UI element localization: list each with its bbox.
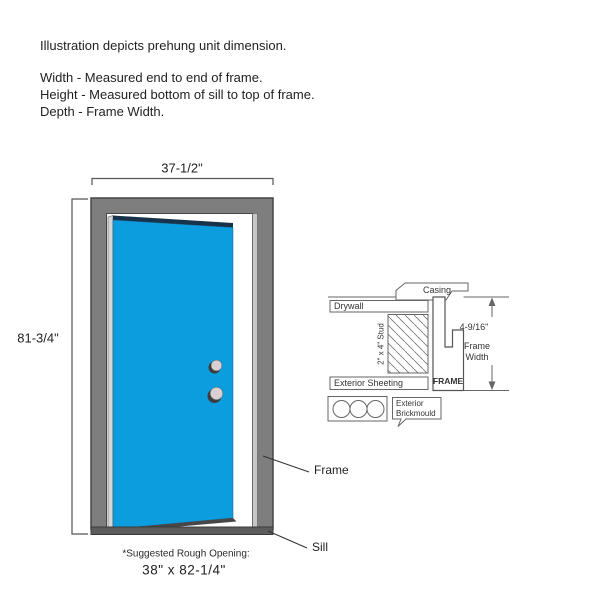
frame-width-value: 4-9/16": [459, 322, 489, 332]
height-definition: Height - Measured bottom of sill to top of frame.: [40, 87, 315, 102]
deadbolt: [211, 360, 222, 371]
depth-definition: Depth - Frame Width.: [40, 104, 165, 119]
sill-leader-line: [268, 531, 307, 548]
door-slab: [113, 220, 233, 529]
width-dimension-label: 37-1/2": [161, 160, 203, 176]
rough-opening-note: *Suggested Rough Opening:: [122, 548, 250, 560]
width-dimension-bracket: [92, 179, 273, 186]
casing-label: Casing: [422, 285, 452, 295]
width-definition: Width - Measured end to end of frame.: [40, 70, 263, 85]
door-knob: [210, 387, 223, 400]
exterior-brickmould-line1: Exterior: [396, 399, 424, 408]
dimension-definitions: [40, 69, 315, 120]
frame-width-caption-line2: Width: [465, 352, 489, 362]
intro-text: Illustration depicts prehung unit dimension.: [40, 38, 287, 53]
frame-width-arrowhead-down: [489, 382, 496, 391]
stud-label: 2" x 4" Stud: [376, 323, 386, 365]
stud-box: [388, 315, 428, 374]
jamb-edge-strip: [253, 214, 258, 528]
door-unit-illustration: [72, 179, 309, 549]
exterior-brickmould-line2: Brickmould: [396, 408, 436, 418]
height-dimension-label: 81-3/4": [17, 330, 59, 346]
rough-opening-value: 38" x 82-1/4": [142, 562, 226, 578]
exterior-brickmould-label: [396, 399, 436, 418]
sill-callout-label: Sill: [312, 540, 329, 554]
frame-profile-label: FRAME: [432, 376, 464, 386]
frame-width-caption-line1: Frame: [463, 341, 491, 351]
door-edge-strip: [108, 216, 113, 530]
frame-callout-label: Frame: [314, 463, 349, 477]
drywall-label: Drywall: [334, 301, 364, 311]
exterior-sheeting-label: Exterior Sheeting: [334, 378, 404, 388]
frame-width-arrowhead-up: [489, 298, 496, 307]
height-dimension-bracket: [72, 199, 88, 534]
sill: [91, 527, 273, 535]
